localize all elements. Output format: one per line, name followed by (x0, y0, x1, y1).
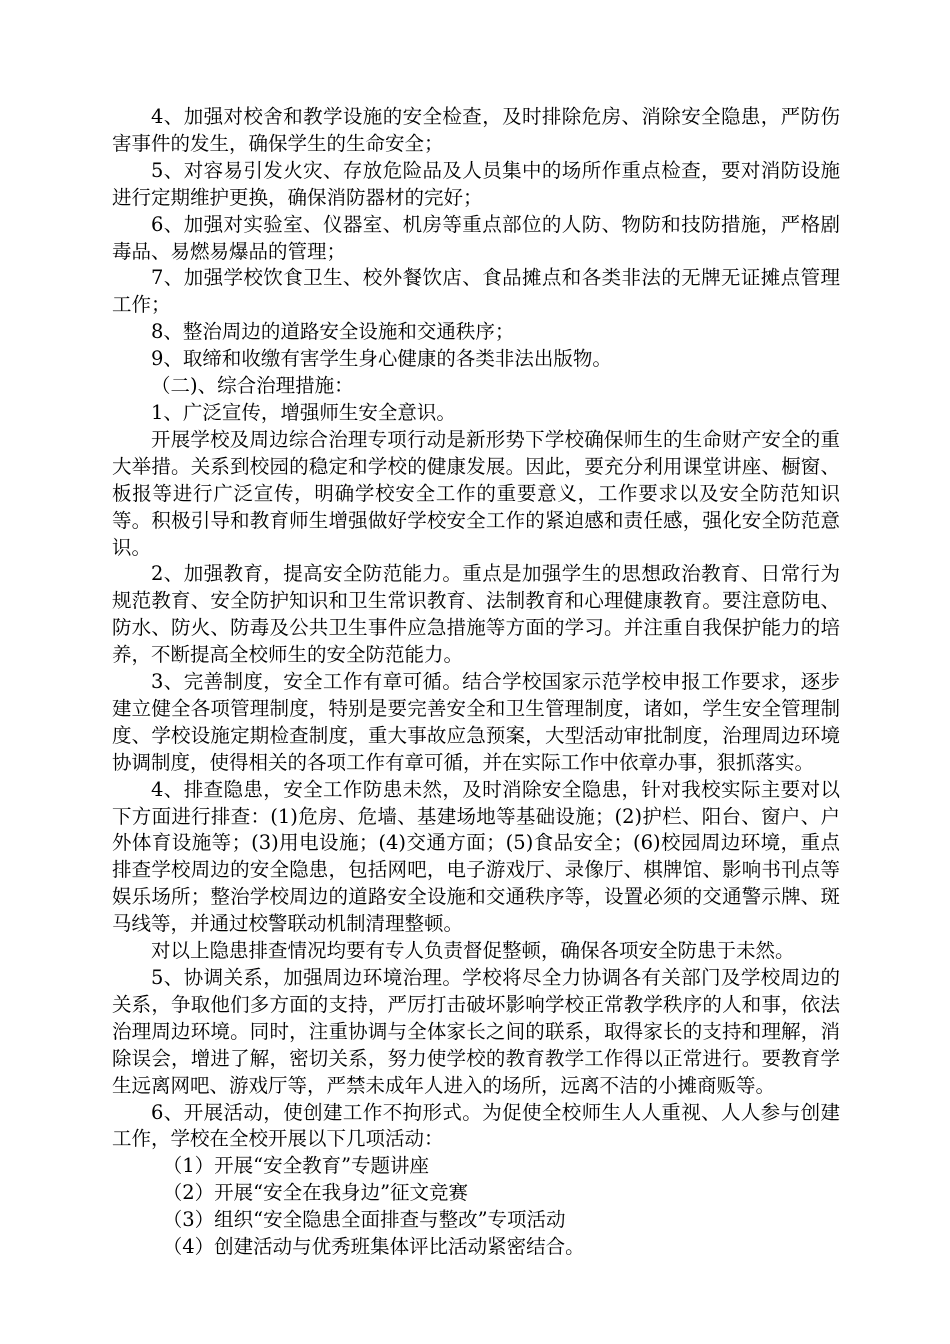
paragraph: 4、排查隐患，安全工作防患未然，及时消除安全隐患，针对我校实际主要对以下方面进行排查：(1)危房、危墙、基建场地等基础设施；(2)护栏、阳台、窗户、户外体育设施等；(3)用电设施；(4)交通方面；(5)食品安全；(6)校园周边环境，重点排查学校周边的安全隐患，包括网吧，电子游戏厅、录像厅、棋牌馆、影响书刊点等娱乐场所；整治学校周边的道路安全设施和交通秩序等，设置必须的交通警示牌、斑马线等，并通过校警联动机制清理整顿。 (112, 777, 840, 936)
paragraph: 5、对容易引发火灾、存放危险品及人员集中的场所作重点检查，要对消防设施进行定期维护更换，确保消防器材的完好； (112, 158, 840, 209)
document-body (112, 104, 840, 1261)
paragraph: 4、加强对校舍和教学设施的安全检查，及时排除危房、消除安全隐患，严防伤害事件的发生，确保学生的生命安全； (112, 105, 840, 155)
paragraph: 1、广泛宣传，增强师生安全意识。 (151, 400, 456, 424)
activity-list-item: （1）开展“安全教育”专题讲座 (162, 1154, 430, 1178)
paragraph: 7、加强学校饮食卫生、校外餐饮店、食品摊点和各类非法的无牌无证摊点管理工作； (112, 266, 840, 317)
paragraph: 6、开展活动，使创建工作不拘形式。为促使全校师生人人重视、人人参与创建工作，学校在全校开展以下几项活动： (112, 1100, 840, 1151)
paragraph: 9、取缔和收缴有害学生身心健康的各类非法出版物。 (151, 347, 612, 371)
paragraph: 2、加强教育，提高安全防范能力。重点是加强学生的思想政治教育、日常行为规范教育、安全防护知识和卫生常识教育、法制教育和心理健康教育。要注意防电、防水、防火、防毒及公共卫生事件应急措施等方面的学习。并注重自我保护能力的培养，不断提高全校师生的安全防范能力。 (112, 562, 840, 667)
paragraph: 开展学校及周边综合治理专项行动是新形势下学校确保师生的生命财产安全的重大举措。关系到校园的稳定和学校的健康发展。因此，要充分利用课堂讲座、橱窗、板报等进行广泛宣传，明确学校安全工作的重要意义，工作要求以及安全防范知识等。积极引导和教育师生增强做好学校安全工作的紧迫感和责任感，强化安全防范意识。 (112, 427, 840, 559)
activity-list-item: （4）创建活动与优秀班集体评比活动紧密结合。 (162, 1235, 585, 1259)
paragraph: 对以上隐患排查情况均要有专人负责督促整顿，确保各项安全防患于未然。 (151, 939, 795, 963)
paragraph: 5、协调关系，加强周边环境治理。学校将尽全力协调各有关部门及学校周边的关系，争取他们多方面的支持，严厉打击破坏影响学校正常教学秩序的人和事，依法治理周边环境。同时，注重协调与全体家长之间的联系，取得家长的支持和理解，消除误会，增进了解，密切关系，努力使学校的教育教学工作得以正常进行。要教育学生远离网吧、游戏厅等，严禁未成年人进入的场所，远离不洁的小摊商贩等。 (112, 966, 840, 1097)
section-heading: （二)、综合治理措施： (151, 374, 354, 398)
activity-list-item: （2）开展“安全在我身边”征文竞赛 (162, 1181, 469, 1205)
paragraph: 3、完善制度，安全工作有章可循。结合学校国家示范学校申报工作要求，逐步建立健全各项管理制度，特别是要完善安全和卫生管理制度，诸如，学生安全管理制度、学校设施定期检查制度，重大事故应急预案，大型活动审批制度，治理周边环境协调制度，使得相关的各项工作有章可循，并在实际工作中依章办事，狠抓落实。 (112, 670, 840, 774)
paragraph: 8、整治周边的道路安全设施和交通秩序； (151, 320, 515, 344)
activity-list-item: （3）组织“安全隐患全面排查与整改”专项活动 (162, 1208, 566, 1232)
paragraph: 6、加强对实验室、仪器室、机房等重点部位的人防、物防和技防措施，严格剧毒品、易燃易爆品的管理； (112, 212, 840, 263)
